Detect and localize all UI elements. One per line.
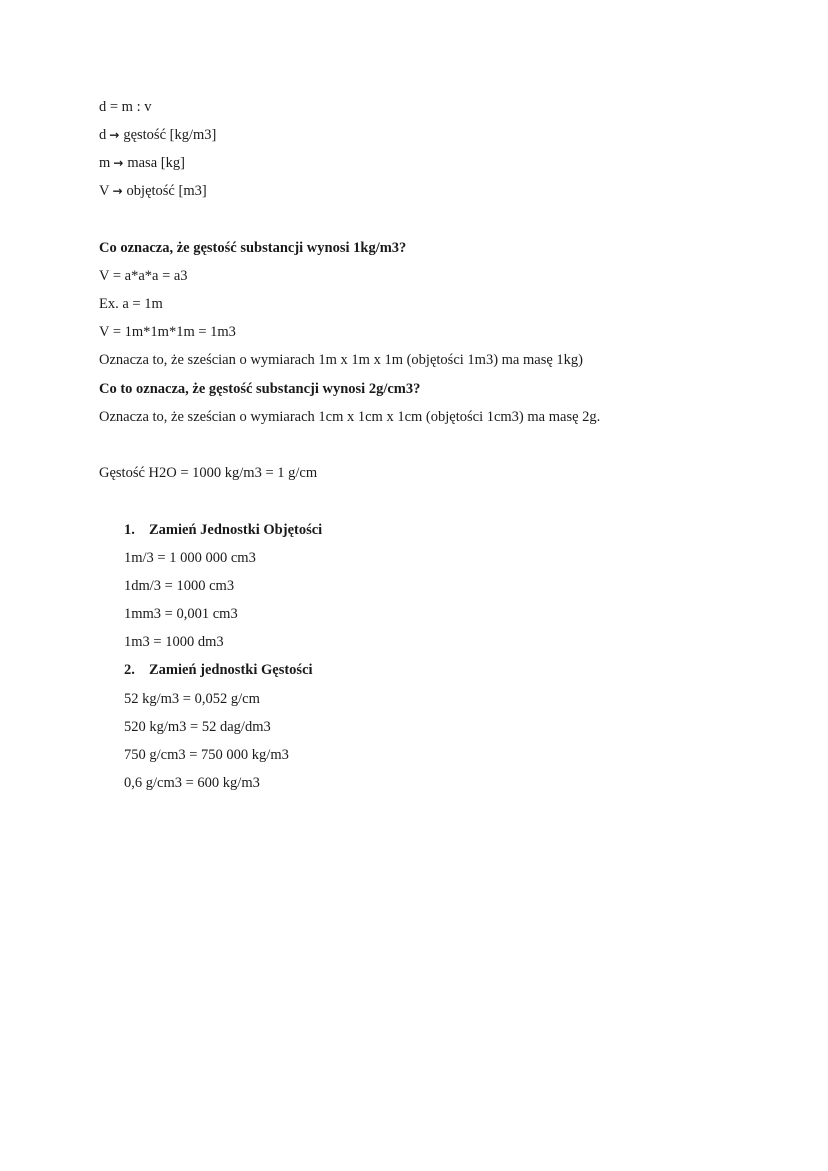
list-item: 750 g/cm3 = 750 000 kg/m3 <box>124 747 289 763</box>
list-title: Zamień jednostki Gęstości <box>149 662 313 678</box>
water-density: Gęstość H2O = 1000 kg/m3 = 1 g/cm <box>99 465 318 481</box>
arrow-right-icon: → <box>112 184 123 198</box>
definition-symbol: m <box>99 155 111 171</box>
list-item: 0,6 g/cm3 = 600 kg/m3 <box>124 775 260 791</box>
list-item: 52 kg/m3 = 0,052 g/cm <box>124 691 260 707</box>
list-title: Zamień Jednostki Objętości <box>149 522 323 538</box>
section1-line: Ex. a = 1m <box>99 296 163 312</box>
definition-text: objętość [m3] <box>126 183 207 199</box>
list-number: 2. <box>124 662 135 678</box>
definition-density <box>99 126 216 144</box>
arrow-right-icon: → <box>113 156 124 170</box>
list-number: 1. <box>124 522 135 538</box>
section1-line: V = 1m*1m*1m = 1m3 <box>99 324 236 340</box>
density-formula: d = m : v <box>99 99 152 115</box>
list-item: 1mm3 = 0,001 cm3 <box>124 606 238 622</box>
list-item: 520 kg/m3 = 52 dag/dm3 <box>124 719 271 735</box>
section1-line: V = a*a*a = a3 <box>99 268 188 284</box>
list-heading-density <box>124 661 313 679</box>
arrow-right-icon: → <box>109 128 120 142</box>
list-heading-volume <box>124 521 322 539</box>
definition-symbol: V <box>99 183 110 199</box>
section2-heading: Co to oznacza, że gęstość substancji wynosi 2g/cm3? <box>99 381 421 397</box>
section2-line: Oznacza to, że sześcian o wymiarach 1cm x 1cm x 1cm (objętości 1cm3) ma masę 2g. <box>99 409 601 425</box>
section1-line: Oznacza to, że sześcian o wymiarach 1m x 1m x 1m (objętości 1m3) ma masę 1kg) <box>99 352 583 368</box>
list-item: 1m3 = 1000 dm3 <box>124 634 224 650</box>
list-item: 1m/3 = 1 000 000 cm3 <box>124 550 256 566</box>
definition-text: masa [kg] <box>127 155 185 171</box>
section1-heading: Co oznacza, że gęstość substancji wynosi 1kg/m3? <box>99 240 407 256</box>
definition-mass <box>99 154 185 172</box>
definition-symbol: d <box>99 127 107 143</box>
definition-text: gęstość [kg/m3] <box>123 127 217 143</box>
definition-volume <box>99 182 207 200</box>
list-item: 1dm/3 = 1000 cm3 <box>124 578 235 594</box>
